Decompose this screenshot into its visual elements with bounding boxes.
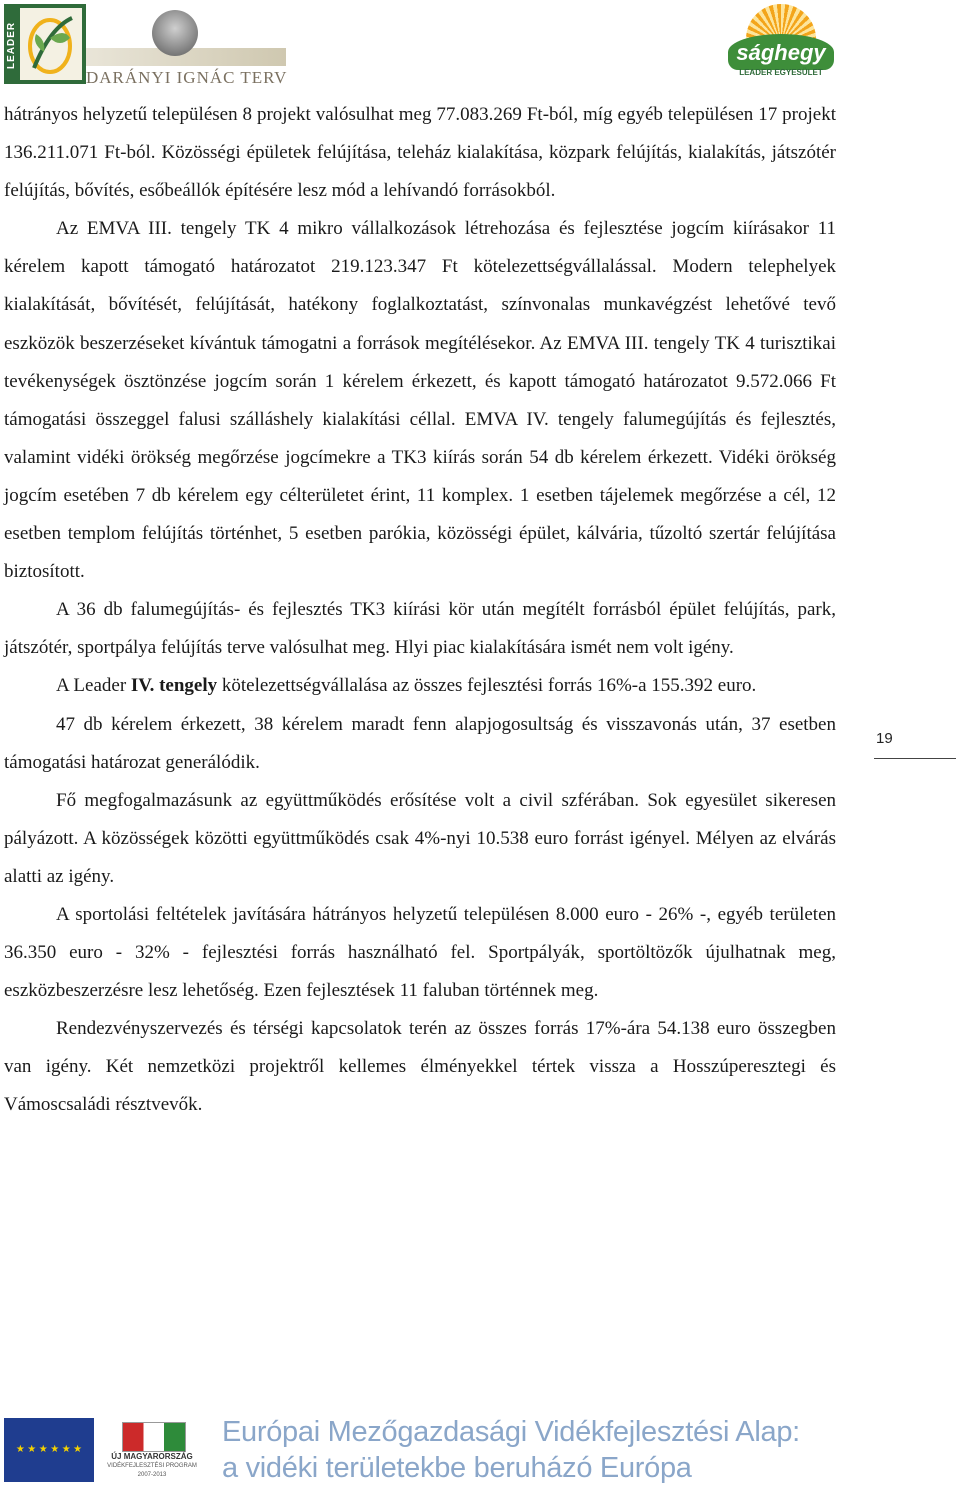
paragraph-bold-text: IV. tengely bbox=[130, 675, 218, 697]
saghegy-logo-name: sághegy bbox=[736, 40, 826, 65]
paragraph-text: Az EMVA III. tengely TK 4 mikro vállalkozások létrehozása és fejlesztése jogcím kiírásakor 11 kérelem kapott támogató határozatot 219.123.347 Ft kötelezettségvállalással. Modern telephelyek kialakítását, bővítését, felújítását, hatékony foglalkoztatást, színvonalas munkavégzést lehetővé tevő eszközök beszerzéseket kívántuk támogatni a források megítélésekor. Az EMVA III. tengely TK 4 turisztikai tevékenységek ösztönzése jogcím során 1 kérelem érkezett, és kapott támogató határozatot 9.572.066 Ft támogatási összeggel falusi szálláshely kialakítási céllal. EMVA IV. tengely falumegújítás és fejlesztés, valamint vidéki örökség megőrzése jogcímekre a TK3 kiírás során 54 db kérelem érkezett. Vidéki örökség jogcím esetében 7 db kérelem egy célterületet érint, 11 komplex. 1 esetben tájelemek megőrzése a cél, 12 esetben templom felújítás történhet, 5 esetben parókia, közösségi épület, kálvária, tűzoltó szertár felújítása biztosított. bbox=[4, 218, 836, 583]
leader-emblem bbox=[20, 8, 82, 80]
paragraph-text: Fő megfogalmazásunk az együttműködés erősítése volt a civil szférában. Sok egyesület sikeresen pályázott. A közösségek közötti együttműködés csak 4%-nyi 10.538 euro forrást igényel. Mélyen az elvárás alatti az igény. bbox=[4, 789, 836, 887]
paragraph-text: kötelezettségvállalása az összes fejlesztési forrás 16%-a 155.392 euro. bbox=[217, 675, 757, 697]
slogan-line-2: a vidéki területekbe beruházó Európa bbox=[222, 1452, 692, 1484]
body-paragraph-2 bbox=[4, 210, 836, 591]
body-paragraph-5 bbox=[4, 706, 836, 782]
page-footer bbox=[0, 1408, 960, 1490]
paragraph-text: hátrányos helyzetű településen 8 projekt valósulhat meg 77.083.269 Ft-ból, míg egyéb településen 17 projekt 136.211.071 Ft-ból. Közösségi épületek felújítása, teleház kialakítása, közpark felújítás, kialakítás, játszótér felújítás, bővítés, esőbeállók építésére lesz mód a lehívandó forrásokból. bbox=[4, 104, 836, 202]
body-paragraph-4 bbox=[4, 667, 836, 705]
body-paragraph-6 bbox=[4, 782, 836, 896]
portrait-icon bbox=[152, 10, 198, 56]
eu-slogan bbox=[222, 1414, 952, 1486]
umvp-subtitle: VIDÉKFEJLESZTÉSI PROGRAM bbox=[107, 1463, 197, 1469]
body-paragraph-1 bbox=[4, 96, 836, 210]
eu-flag-icon bbox=[4, 1418, 94, 1482]
body-paragraph-8 bbox=[4, 1010, 836, 1124]
saghegy-logo bbox=[722, 4, 840, 86]
page-number-rule bbox=[874, 758, 956, 759]
document-body bbox=[4, 96, 836, 1125]
leader-vertical-label: LEADER bbox=[6, 21, 17, 69]
slogan-line-1: Európai Mezőgazdasági Vidékfejlesztési Alap: bbox=[222, 1416, 800, 1448]
page-header bbox=[0, 0, 960, 92]
paragraph-text: Rendezvényszervezés és térségi kapcsolatok terén az összes forrás 17%-ára 54.138 euro összegben van igény. Két nemzetközi projektről kellemes élményekkel tértek vissza a Hosszúperesztegi és Vámoscsaládi résztvevők. bbox=[4, 1018, 836, 1116]
page-number: 19 bbox=[876, 730, 893, 747]
eu-stars-icon: ★ ★ ★ ★ ★ ★ bbox=[15, 1444, 83, 1455]
umvp-title: ÚJ MAGYARORSZÁG bbox=[111, 1452, 193, 1461]
leader-logo bbox=[4, 4, 86, 84]
leaf-emblem-icon bbox=[20, 8, 82, 80]
saghegy-logo-subtitle: LEADER EGYESÜLET bbox=[739, 68, 823, 77]
daranyi-ignac-terv-logo bbox=[86, 4, 296, 86]
paragraph-text: A 36 db falumegújítás- és fejlesztés TK3 kiírási kör után megítélt forrásból épület felújítás, park, játszótér, sportpálya felújítás terve valósulhat meg. Hlyi piac kialakítására ismét nem volt igény. bbox=[4, 599, 836, 659]
paragraph-text: 47 db kérelem érkezett, 38 kérelem maradt fenn alapjogosultság és visszavonás után, 37 esetben támogatási határozat generálódik. bbox=[4, 713, 836, 773]
paragraph-text: A Leader bbox=[56, 675, 131, 697]
paragraph-text: A sportolási feltételek javítására hátrányos helyzetű településen 8.000 euro - 26% -, egyéb területen 36.350 euro - 32% - fejlesztési forrás használható fel. Sportpályák, sportöltözők újulhatnak meg, eszközbeszerzésre lesz lehetőség. Ezen fejlesztések 11 faluban történnek meg. bbox=[4, 903, 836, 1002]
body-paragraph-7 bbox=[4, 896, 836, 1010]
daranyi-logo-text: DARÁNYI IGNÁC TERV bbox=[86, 68, 288, 87]
body-paragraph-3 bbox=[4, 591, 836, 667]
uj-magyarorszag-logo bbox=[104, 1422, 200, 1482]
hungarian-flag-icon bbox=[122, 1422, 186, 1452]
umvp-years: 2007-2013 bbox=[137, 1472, 167, 1478]
